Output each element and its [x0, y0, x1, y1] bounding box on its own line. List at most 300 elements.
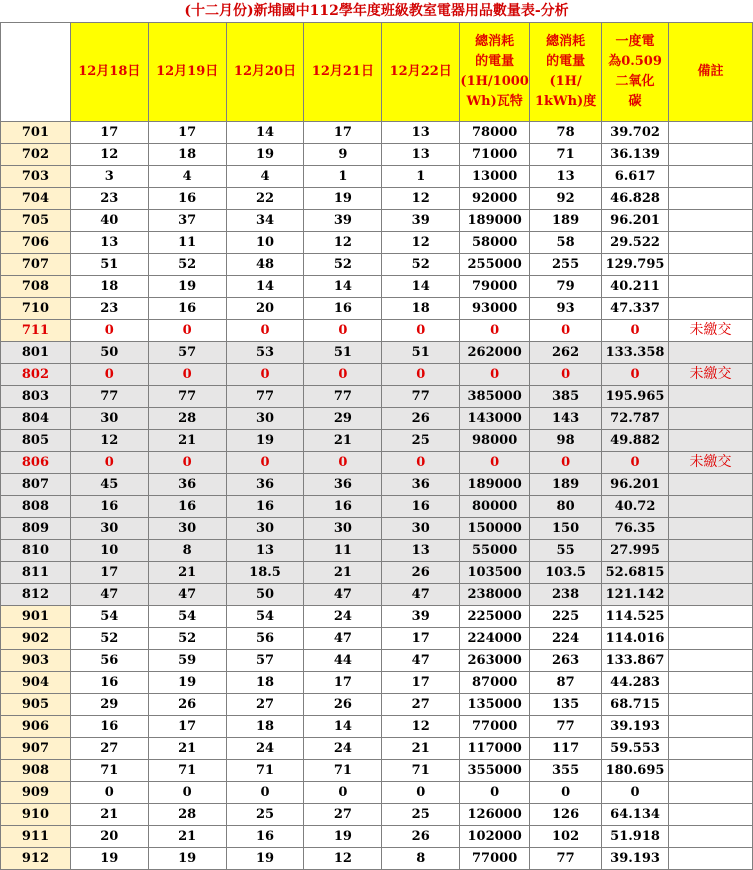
cell-kwh[interactable]: 103.5 — [530, 562, 602, 584]
cell-watt[interactable]: 0 — [460, 320, 530, 342]
cell-co2[interactable]: 96.201 — [602, 210, 669, 232]
cell-co2[interactable]: 72.787 — [602, 408, 669, 430]
cell-date-1[interactable]: 30 — [70, 518, 148, 540]
cell-date-1[interactable]: 0 — [70, 320, 148, 342]
cell-date-1[interactable]: 51 — [70, 254, 148, 276]
cell-co2[interactable]: 59.553 — [602, 738, 669, 760]
cell-date-4[interactable]: 26 — [304, 694, 382, 716]
cell-date-2[interactable]: 0 — [148, 320, 226, 342]
cell-date-5[interactable]: 13 — [382, 540, 460, 562]
cell-date-5[interactable]: 47 — [382, 650, 460, 672]
cell-watt[interactable]: 0 — [460, 364, 530, 386]
cell-date-2[interactable]: 77 — [148, 386, 226, 408]
cell-date-2[interactable]: 28 — [148, 804, 226, 826]
cell-date-5[interactable]: 77 — [382, 386, 460, 408]
cell-date-2[interactable]: 16 — [148, 496, 226, 518]
cell-date-2[interactable]: 17 — [148, 716, 226, 738]
cell-note[interactable] — [669, 716, 753, 738]
cell-kwh[interactable]: 87 — [530, 672, 602, 694]
cell-note[interactable] — [669, 672, 753, 694]
cell-date-5[interactable]: 47 — [382, 584, 460, 606]
cell-co2[interactable]: 39.702 — [602, 122, 669, 144]
cell-date-1[interactable]: 29 — [70, 694, 148, 716]
cell-date-1[interactable]: 54 — [70, 606, 148, 628]
cell-date-1[interactable]: 3 — [70, 166, 148, 188]
cell-watt[interactable]: 224000 — [460, 628, 530, 650]
cell-date-5[interactable]: 17 — [382, 672, 460, 694]
cell-note[interactable] — [669, 254, 753, 276]
cell-watt[interactable]: 0 — [460, 782, 530, 804]
cell-co2[interactable]: 6.617 — [602, 166, 669, 188]
cell-class[interactable]: 806 — [1, 452, 71, 474]
cell-date-4[interactable]: 14 — [304, 716, 382, 738]
cell-watt[interactable]: 13000 — [460, 166, 530, 188]
cell-kwh[interactable]: 126 — [530, 804, 602, 826]
cell-note[interactable] — [669, 188, 753, 210]
cell-date-4[interactable]: 0 — [304, 364, 382, 386]
cell-class[interactable]: 901 — [1, 606, 71, 628]
cell-class[interactable]: 803 — [1, 386, 71, 408]
cell-watt[interactable]: 189000 — [460, 210, 530, 232]
cell-kwh[interactable]: 225 — [530, 606, 602, 628]
cell-date-4[interactable]: 77 — [304, 386, 382, 408]
cell-date-3[interactable]: 53 — [226, 342, 304, 364]
cell-date-3[interactable]: 77 — [226, 386, 304, 408]
cell-co2[interactable]: 114.016 — [602, 628, 669, 650]
cell-date-1[interactable]: 47 — [70, 584, 148, 606]
cell-date-2[interactable]: 18 — [148, 144, 226, 166]
cell-date-5[interactable]: 52 — [382, 254, 460, 276]
cell-date-2[interactable]: 4 — [148, 166, 226, 188]
cell-date-2[interactable]: 28 — [148, 408, 226, 430]
cell-co2[interactable]: 52.6815 — [602, 562, 669, 584]
cell-date-5[interactable]: 39 — [382, 606, 460, 628]
cell-class[interactable]: 809 — [1, 518, 71, 540]
cell-date-1[interactable]: 0 — [70, 364, 148, 386]
cell-class[interactable]: 908 — [1, 760, 71, 782]
cell-kwh[interactable]: 77 — [530, 848, 602, 870]
cell-class[interactable]: 801 — [1, 342, 71, 364]
cell-date-1[interactable]: 40 — [70, 210, 148, 232]
cell-date-4[interactable]: 47 — [304, 628, 382, 650]
cell-co2[interactable]: 121.142 — [602, 584, 669, 606]
cell-date-3[interactable]: 18.5 — [226, 562, 304, 584]
cell-class[interactable]: 701 — [1, 122, 71, 144]
cell-date-1[interactable]: 0 — [70, 452, 148, 474]
cell-date-2[interactable]: 16 — [148, 298, 226, 320]
cell-date-4[interactable]: 12 — [304, 848, 382, 870]
cell-date-5[interactable]: 13 — [382, 122, 460, 144]
cell-date-2[interactable]: 30 — [148, 518, 226, 540]
cell-note[interactable] — [669, 276, 753, 298]
cell-date-1[interactable]: 56 — [70, 650, 148, 672]
cell-kwh[interactable]: 143 — [530, 408, 602, 430]
cell-date-4[interactable]: 51 — [304, 342, 382, 364]
cell-date-3[interactable]: 16 — [226, 496, 304, 518]
cell-co2[interactable]: 68.715 — [602, 694, 669, 716]
cell-date-3[interactable]: 18 — [226, 672, 304, 694]
cell-date-1[interactable]: 12 — [70, 144, 148, 166]
cell-date-2[interactable]: 26 — [148, 694, 226, 716]
cell-co2[interactable]: 27.995 — [602, 540, 669, 562]
cell-date-4[interactable]: 24 — [304, 606, 382, 628]
cell-kwh[interactable]: 78 — [530, 122, 602, 144]
cell-date-4[interactable]: 16 — [304, 298, 382, 320]
cell-date-4[interactable]: 52 — [304, 254, 382, 276]
cell-watt[interactable]: 189000 — [460, 474, 530, 496]
cell-note[interactable] — [669, 584, 753, 606]
cell-date-4[interactable]: 17 — [304, 672, 382, 694]
cell-note[interactable] — [669, 144, 753, 166]
cell-date-2[interactable]: 21 — [148, 826, 226, 848]
cell-co2[interactable]: 195.965 — [602, 386, 669, 408]
cell-class[interactable]: 804 — [1, 408, 71, 430]
cell-note[interactable] — [669, 540, 753, 562]
cell-watt[interactable]: 80000 — [460, 496, 530, 518]
cell-class[interactable]: 905 — [1, 694, 71, 716]
cell-kwh[interactable]: 135 — [530, 694, 602, 716]
cell-watt[interactable]: 126000 — [460, 804, 530, 826]
cell-date-2[interactable]: 36 — [148, 474, 226, 496]
cell-kwh[interactable]: 102 — [530, 826, 602, 848]
cell-date-1[interactable]: 16 — [70, 672, 148, 694]
cell-date-3[interactable]: 0 — [226, 782, 304, 804]
cell-kwh[interactable]: 79 — [530, 276, 602, 298]
cell-co2[interactable]: 180.695 — [602, 760, 669, 782]
cell-watt[interactable]: 98000 — [460, 430, 530, 452]
cell-date-3[interactable]: 36 — [226, 474, 304, 496]
cell-co2[interactable]: 76.35 — [602, 518, 669, 540]
cell-date-3[interactable]: 19 — [226, 144, 304, 166]
cell-co2[interactable]: 129.795 — [602, 254, 669, 276]
cell-note[interactable] — [669, 606, 753, 628]
cell-watt[interactable]: 93000 — [460, 298, 530, 320]
cell-date-2[interactable]: 19 — [148, 848, 226, 870]
cell-class[interactable]: 812 — [1, 584, 71, 606]
cell-co2[interactable]: 0 — [602, 364, 669, 386]
cell-date-3[interactable]: 16 — [226, 826, 304, 848]
cell-date-5[interactable]: 26 — [382, 408, 460, 430]
cell-date-3[interactable]: 10 — [226, 232, 304, 254]
cell-date-5[interactable]: 12 — [382, 232, 460, 254]
cell-note[interactable] — [669, 694, 753, 716]
cell-date-3[interactable]: 27 — [226, 694, 304, 716]
cell-date-1[interactable]: 71 — [70, 760, 148, 782]
cell-note[interactable] — [669, 804, 753, 826]
cell-class[interactable]: 903 — [1, 650, 71, 672]
cell-date-1[interactable]: 30 — [70, 408, 148, 430]
cell-co2[interactable]: 44.283 — [602, 672, 669, 694]
cell-date-1[interactable]: 27 — [70, 738, 148, 760]
cell-co2[interactable]: 96.201 — [602, 474, 669, 496]
cell-date-4[interactable]: 1 — [304, 166, 382, 188]
cell-class[interactable]: 707 — [1, 254, 71, 276]
cell-date-3[interactable]: 56 — [226, 628, 304, 650]
cell-date-1[interactable]: 19 — [70, 848, 148, 870]
cell-date-3[interactable]: 24 — [226, 738, 304, 760]
cell-date-4[interactable]: 36 — [304, 474, 382, 496]
cell-date-5[interactable]: 26 — [382, 826, 460, 848]
cell-date-3[interactable]: 30 — [226, 518, 304, 540]
cell-class[interactable]: 906 — [1, 716, 71, 738]
cell-note[interactable] — [669, 298, 753, 320]
cell-kwh[interactable]: 0 — [530, 782, 602, 804]
cell-date-5[interactable]: 30 — [382, 518, 460, 540]
cell-co2[interactable]: 114.525 — [602, 606, 669, 628]
cell-note[interactable] — [669, 738, 753, 760]
cell-date-5[interactable]: 0 — [382, 782, 460, 804]
cell-watt[interactable]: 263000 — [460, 650, 530, 672]
cell-kwh[interactable]: 238 — [530, 584, 602, 606]
cell-date-1[interactable]: 13 — [70, 232, 148, 254]
cell-watt[interactable]: 0 — [460, 452, 530, 474]
cell-note[interactable] — [669, 496, 753, 518]
cell-watt[interactable]: 77000 — [460, 848, 530, 870]
cell-date-2[interactable]: 52 — [148, 254, 226, 276]
cell-class[interactable]: 808 — [1, 496, 71, 518]
cell-date-5[interactable]: 0 — [382, 452, 460, 474]
cell-date-3[interactable]: 54 — [226, 606, 304, 628]
cell-date-2[interactable]: 57 — [148, 342, 226, 364]
cell-date-5[interactable]: 26 — [382, 562, 460, 584]
cell-note[interactable] — [669, 848, 753, 870]
cell-class[interactable]: 704 — [1, 188, 71, 210]
cell-date-5[interactable]: 8 — [382, 848, 460, 870]
cell-date-2[interactable]: 0 — [148, 364, 226, 386]
cell-kwh[interactable]: 224 — [530, 628, 602, 650]
cell-co2[interactable]: 40.211 — [602, 276, 669, 298]
cell-date-3[interactable]: 19 — [226, 430, 304, 452]
cell-kwh[interactable]: 355 — [530, 760, 602, 782]
cell-co2[interactable]: 133.358 — [602, 342, 669, 364]
cell-note[interactable] — [669, 826, 753, 848]
cell-date-1[interactable]: 20 — [70, 826, 148, 848]
cell-date-2[interactable]: 52 — [148, 628, 226, 650]
cell-co2[interactable]: 64.134 — [602, 804, 669, 826]
cell-note[interactable] — [669, 562, 753, 584]
cell-kwh[interactable]: 80 — [530, 496, 602, 518]
cell-kwh[interactable]: 150 — [530, 518, 602, 540]
cell-class[interactable]: 702 — [1, 144, 71, 166]
cell-kwh[interactable]: 71 — [530, 144, 602, 166]
cell-date-5[interactable]: 39 — [382, 210, 460, 232]
cell-co2[interactable]: 39.193 — [602, 848, 669, 870]
cell-watt[interactable]: 103500 — [460, 562, 530, 584]
cell-date-4[interactable]: 71 — [304, 760, 382, 782]
cell-note[interactable] — [669, 628, 753, 650]
cell-date-1[interactable]: 45 — [70, 474, 148, 496]
cell-date-3[interactable]: 57 — [226, 650, 304, 672]
cell-watt[interactable]: 117000 — [460, 738, 530, 760]
cell-kwh[interactable]: 263 — [530, 650, 602, 672]
cell-kwh[interactable]: 385 — [530, 386, 602, 408]
cell-kwh[interactable]: 92 — [530, 188, 602, 210]
cell-watt[interactable]: 102000 — [460, 826, 530, 848]
cell-date-4[interactable]: 0 — [304, 782, 382, 804]
cell-watt[interactable]: 143000 — [460, 408, 530, 430]
cell-date-1[interactable]: 12 — [70, 430, 148, 452]
cell-date-2[interactable]: 0 — [148, 452, 226, 474]
cell-kwh[interactable]: 13 — [530, 166, 602, 188]
cell-watt[interactable]: 58000 — [460, 232, 530, 254]
cell-watt[interactable]: 71000 — [460, 144, 530, 166]
cell-date-4[interactable]: 17 — [304, 122, 382, 144]
cell-note[interactable] — [669, 650, 753, 672]
cell-date-2[interactable]: 11 — [148, 232, 226, 254]
cell-date-5[interactable]: 0 — [382, 320, 460, 342]
cell-co2[interactable]: 29.522 — [602, 232, 669, 254]
cell-date-5[interactable]: 25 — [382, 804, 460, 826]
cell-date-2[interactable]: 17 — [148, 122, 226, 144]
cell-co2[interactable]: 36.139 — [602, 144, 669, 166]
cell-note[interactable] — [669, 782, 753, 804]
cell-date-4[interactable]: 30 — [304, 518, 382, 540]
cell-date-1[interactable]: 23 — [70, 188, 148, 210]
cell-kwh[interactable]: 55 — [530, 540, 602, 562]
cell-date-3[interactable]: 0 — [226, 452, 304, 474]
cell-date-3[interactable]: 0 — [226, 364, 304, 386]
cell-date-5[interactable]: 12 — [382, 188, 460, 210]
cell-date-4[interactable]: 14 — [304, 276, 382, 298]
cell-date-5[interactable]: 18 — [382, 298, 460, 320]
cell-date-1[interactable]: 17 — [70, 122, 148, 144]
cell-kwh[interactable]: 0 — [530, 364, 602, 386]
cell-kwh[interactable]: 262 — [530, 342, 602, 364]
cell-co2[interactable]: 0 — [602, 782, 669, 804]
cell-date-4[interactable]: 0 — [304, 452, 382, 474]
cell-co2[interactable]: 0 — [602, 452, 669, 474]
cell-watt[interactable]: 255000 — [460, 254, 530, 276]
cell-watt[interactable]: 92000 — [460, 188, 530, 210]
cell-date-5[interactable]: 12 — [382, 716, 460, 738]
cell-kwh[interactable]: 117 — [530, 738, 602, 760]
cell-date-4[interactable]: 0 — [304, 320, 382, 342]
cell-watt[interactable]: 77000 — [460, 716, 530, 738]
cell-class[interactable]: 711 — [1, 320, 71, 342]
cell-date-3[interactable]: 71 — [226, 760, 304, 782]
cell-date-5[interactable]: 1 — [382, 166, 460, 188]
cell-kwh[interactable]: 93 — [530, 298, 602, 320]
cell-date-2[interactable]: 59 — [148, 650, 226, 672]
cell-class[interactable]: 910 — [1, 804, 71, 826]
cell-date-2[interactable]: 0 — [148, 782, 226, 804]
cell-watt[interactable]: 150000 — [460, 518, 530, 540]
cell-note[interactable] — [669, 408, 753, 430]
cell-date-5[interactable]: 27 — [382, 694, 460, 716]
cell-date-3[interactable]: 25 — [226, 804, 304, 826]
cell-co2[interactable]: 49.882 — [602, 430, 669, 452]
cell-date-4[interactable]: 21 — [304, 430, 382, 452]
cell-date-4[interactable]: 19 — [304, 188, 382, 210]
cell-date-3[interactable]: 20 — [226, 298, 304, 320]
cell-class[interactable]: 805 — [1, 430, 71, 452]
cell-date-3[interactable]: 50 — [226, 584, 304, 606]
cell-note[interactable]: 未繳交 — [669, 320, 753, 342]
cell-date-5[interactable]: 71 — [382, 760, 460, 782]
cell-date-1[interactable]: 16 — [70, 496, 148, 518]
cell-note[interactable] — [669, 166, 753, 188]
cell-watt[interactable]: 87000 — [460, 672, 530, 694]
cell-date-3[interactable]: 30 — [226, 408, 304, 430]
cell-date-5[interactable]: 51 — [382, 342, 460, 364]
cell-date-1[interactable]: 23 — [70, 298, 148, 320]
cell-kwh[interactable]: 0 — [530, 320, 602, 342]
cell-date-3[interactable]: 18 — [226, 716, 304, 738]
cell-date-2[interactable]: 19 — [148, 276, 226, 298]
cell-date-1[interactable]: 50 — [70, 342, 148, 364]
cell-date-3[interactable]: 48 — [226, 254, 304, 276]
cell-watt[interactable]: 238000 — [460, 584, 530, 606]
cell-note[interactable] — [669, 210, 753, 232]
cell-date-3[interactable]: 22 — [226, 188, 304, 210]
cell-date-4[interactable]: 24 — [304, 738, 382, 760]
cell-class[interactable]: 802 — [1, 364, 71, 386]
cell-co2[interactable]: 51.918 — [602, 826, 669, 848]
cell-note[interactable] — [669, 122, 753, 144]
cell-date-3[interactable]: 34 — [226, 210, 304, 232]
cell-co2[interactable]: 133.867 — [602, 650, 669, 672]
cell-date-2[interactable]: 21 — [148, 562, 226, 584]
cell-class[interactable]: 909 — [1, 782, 71, 804]
cell-date-4[interactable]: 16 — [304, 496, 382, 518]
cell-class[interactable]: 911 — [1, 826, 71, 848]
cell-date-2[interactable]: 37 — [148, 210, 226, 232]
cell-class[interactable]: 912 — [1, 848, 71, 870]
cell-date-1[interactable]: 52 — [70, 628, 148, 650]
cell-date-4[interactable]: 21 — [304, 562, 382, 584]
cell-date-4[interactable]: 47 — [304, 584, 382, 606]
cell-watt[interactable]: 385000 — [460, 386, 530, 408]
cell-class[interactable]: 810 — [1, 540, 71, 562]
cell-date-1[interactable]: 21 — [70, 804, 148, 826]
cell-note[interactable] — [669, 430, 753, 452]
cell-date-2[interactable]: 71 — [148, 760, 226, 782]
cell-note[interactable] — [669, 386, 753, 408]
cell-watt[interactable]: 79000 — [460, 276, 530, 298]
cell-co2[interactable]: 40.72 — [602, 496, 669, 518]
cell-date-5[interactable]: 21 — [382, 738, 460, 760]
cell-kwh[interactable]: 98 — [530, 430, 602, 452]
cell-date-1[interactable]: 16 — [70, 716, 148, 738]
cell-class[interactable]: 710 — [1, 298, 71, 320]
cell-class[interactable]: 708 — [1, 276, 71, 298]
cell-date-2[interactable]: 54 — [148, 606, 226, 628]
cell-co2[interactable]: 47.337 — [602, 298, 669, 320]
cell-date-5[interactable]: 14 — [382, 276, 460, 298]
cell-note[interactable]: 未繳交 — [669, 452, 753, 474]
cell-note[interactable] — [669, 474, 753, 496]
cell-date-5[interactable]: 16 — [382, 496, 460, 518]
cell-kwh[interactable]: 58 — [530, 232, 602, 254]
cell-class[interactable]: 703 — [1, 166, 71, 188]
cell-class[interactable]: 706 — [1, 232, 71, 254]
cell-class[interactable]: 705 — [1, 210, 71, 232]
cell-note[interactable]: 未繳交 — [669, 364, 753, 386]
cell-note[interactable] — [669, 232, 753, 254]
cell-class[interactable]: 902 — [1, 628, 71, 650]
cell-date-2[interactable]: 21 — [148, 738, 226, 760]
cell-date-4[interactable]: 9 — [304, 144, 382, 166]
cell-watt[interactable]: 225000 — [460, 606, 530, 628]
cell-watt[interactable]: 135000 — [460, 694, 530, 716]
cell-note[interactable] — [669, 342, 753, 364]
cell-kwh[interactable]: 255 — [530, 254, 602, 276]
cell-date-3[interactable]: 14 — [226, 122, 304, 144]
cell-date-3[interactable]: 14 — [226, 276, 304, 298]
cell-date-3[interactable]: 13 — [226, 540, 304, 562]
cell-class[interactable]: 904 — [1, 672, 71, 694]
cell-date-3[interactable]: 0 — [226, 320, 304, 342]
